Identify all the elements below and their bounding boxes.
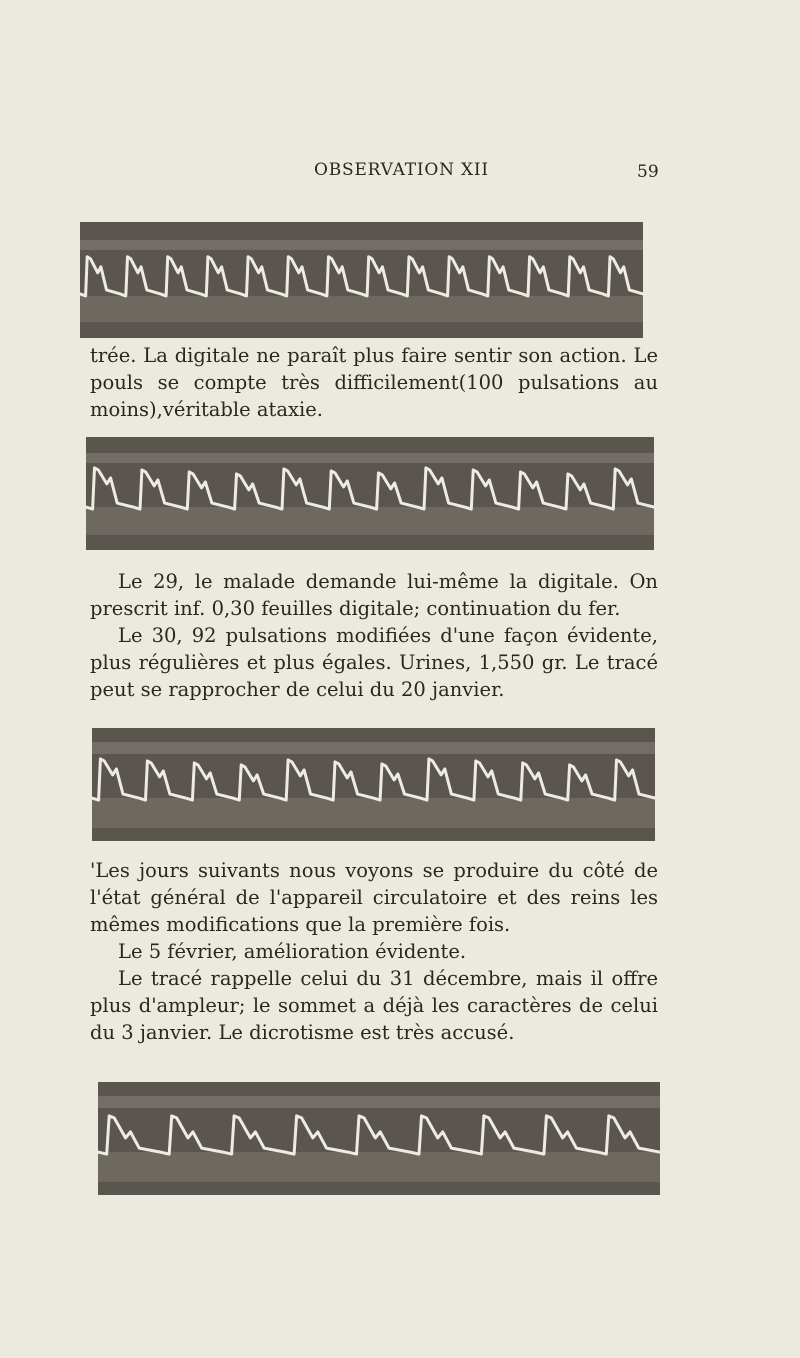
pulse-tracing-2 <box>86 437 654 550</box>
page-number: 59 <box>637 162 659 182</box>
text-block-2 <box>90 568 658 703</box>
running-title: OBSERVATION XII <box>314 160 489 180</box>
running-head <box>0 156 800 186</box>
paragraph: Le 5 février, amélioration évidente. <box>118 940 467 963</box>
pulse-tracing-4 <box>98 1082 660 1195</box>
pulse-tracing-1 <box>80 222 643 338</box>
text-block-1 <box>90 342 658 423</box>
paragraph: Le 29, le malade demande lui-même la digitale. On prescrit inf. 0,30 feuilles digitale; continuation du fer. <box>90 570 658 620</box>
paragraph: Le tracé rappelle celui du 31 décembre, mais il offre plus d'ampleur; le sommet a déjà les caractères de celui du 3 janvier. Le dicrotisme est très accusé. <box>90 967 658 1044</box>
paragraph: Le 30, 92 pulsations modifiées d'une façon évidente, plus régulières et plus égales. Urines, 1,550 gr. Le tracé peut se rapprocher de celui du 20 janvier. <box>90 624 658 701</box>
paragraph: 'Les jours suivants nous voyons se produire du côté de l'état général de l'appareil circulatoire et des reins les mêmes modifications que la première fois. <box>90 859 658 936</box>
paragraph: trée. La digitale ne paraît plus faire sentir son action. Le pouls se compte très difficilement(100 pulsations au moins),véritable ataxie. <box>90 344 658 421</box>
pulse-tracing-3 <box>92 728 655 841</box>
text-block-3 <box>90 857 658 1046</box>
